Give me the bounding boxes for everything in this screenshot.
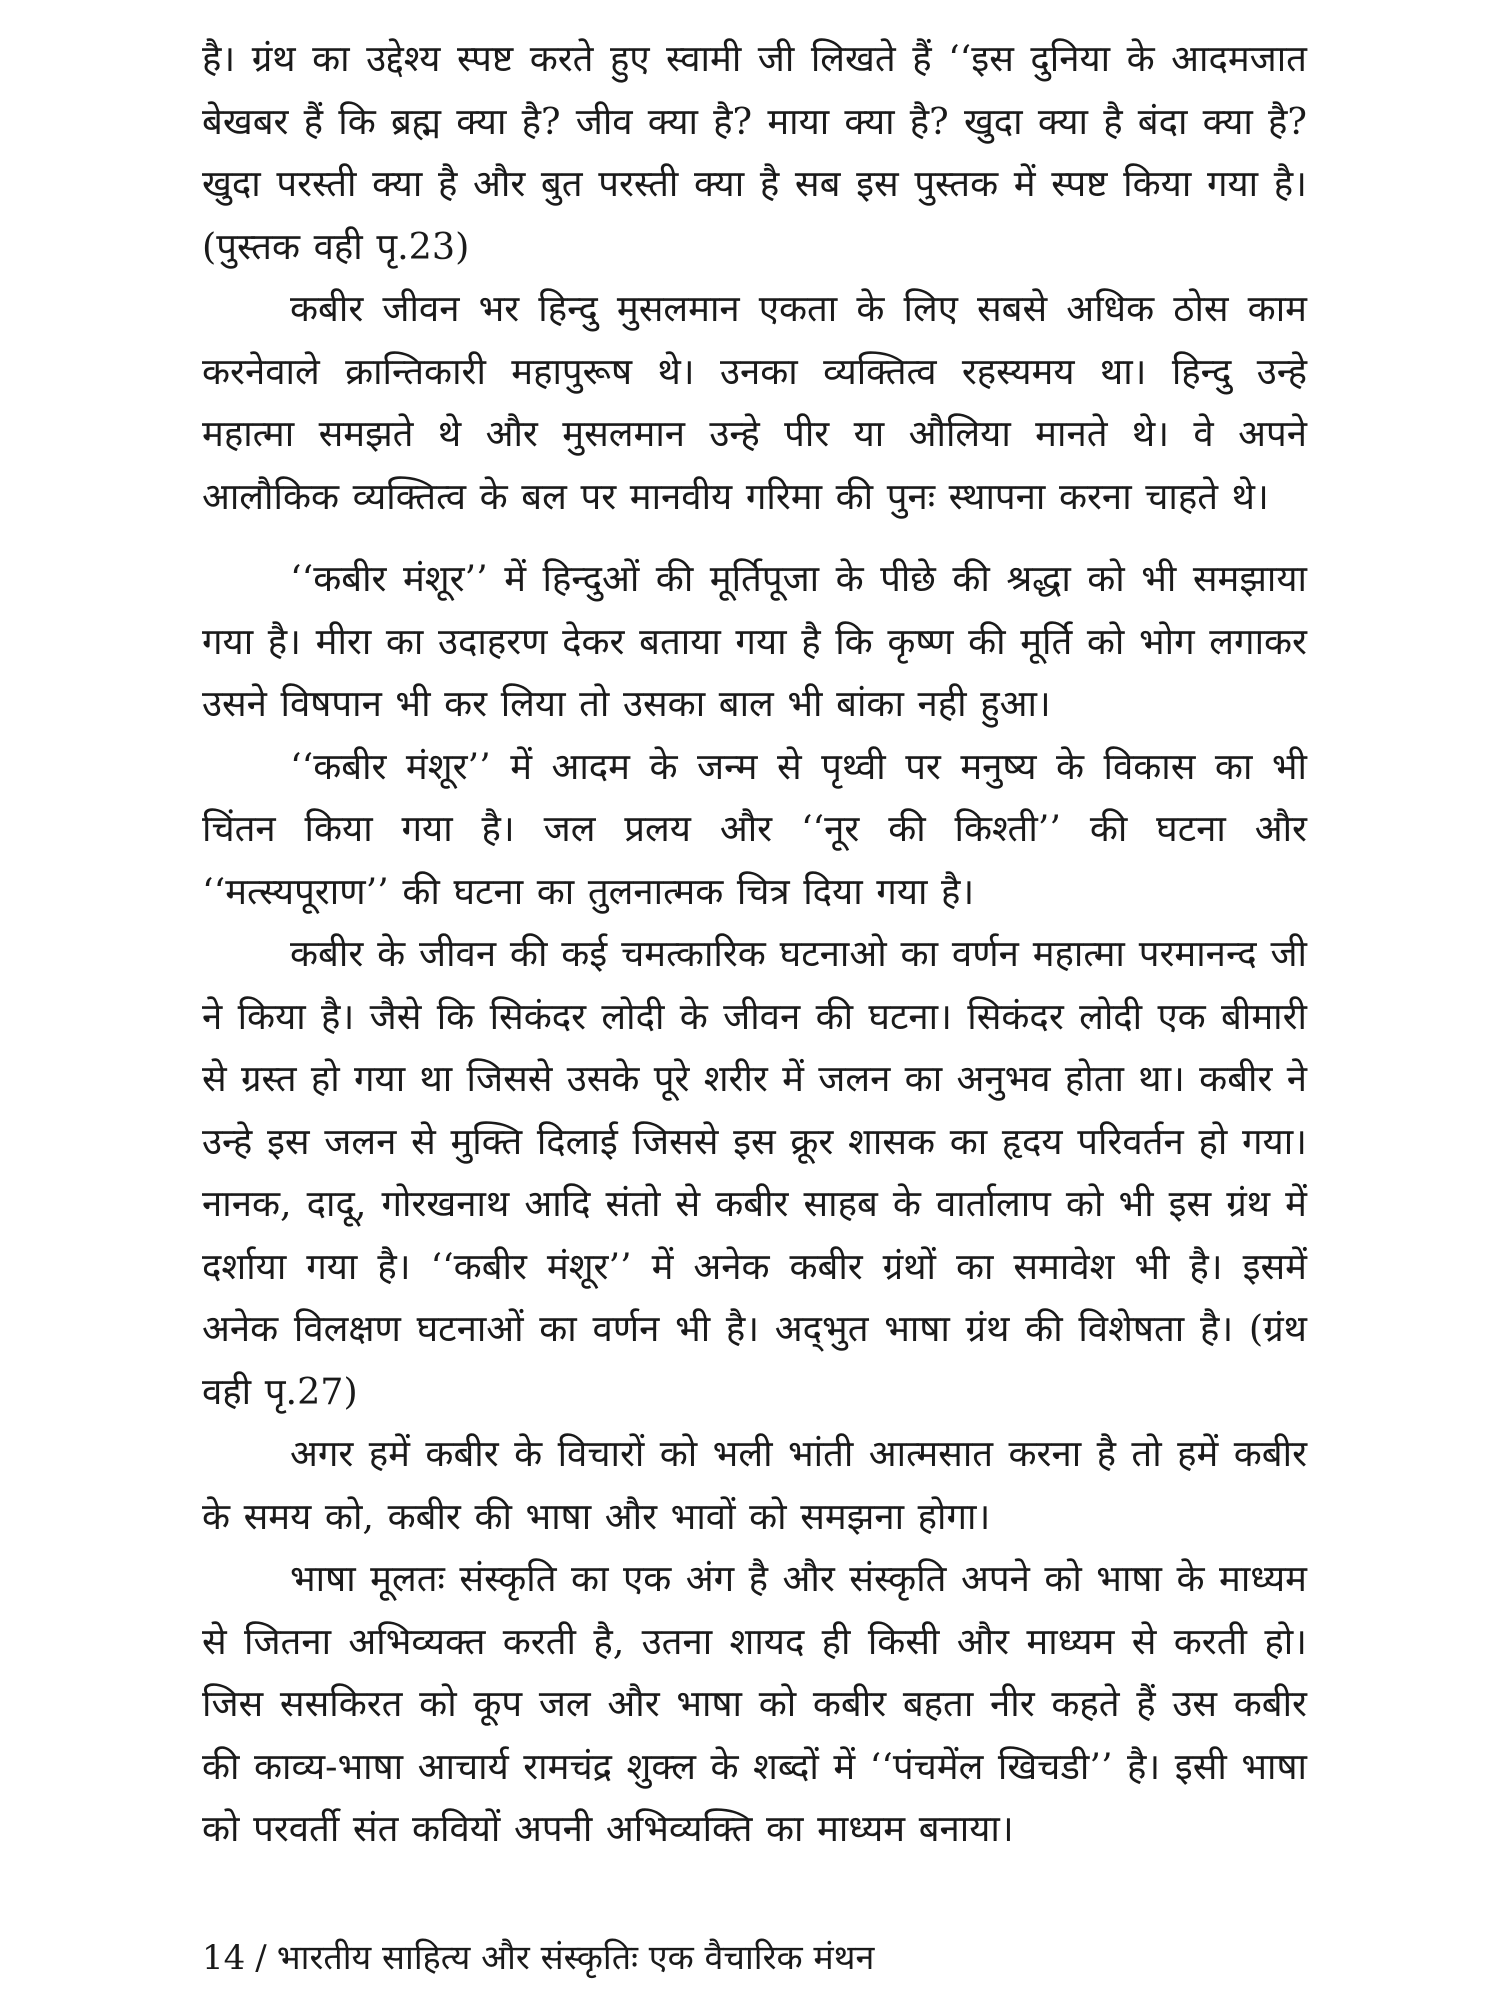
paragraph-language: भाषा मूलतः संस्कृति का एक अंग है और संस्कृति अपने को भाषा के माध्यम से जितना अभिव्यक्त करती है, उतना शायद ही किसी और माध्यम से करती हो। जिस ससकिरत को कूप जल और भाषा को कबीर बहता नीर कहते हैं उस कबीर की काव्य-भाषा आचार्य रामचंद्र शुक्ल के शब्दों में ‘‘पंचमेंल खिचडी’’ है। इसी भाषा को परवर्ती संत कवियों अपनी अभिव्यक्ति का माध्यम बनाया।	[202, 1557, 1307, 1850]
paragraph-creation: ‘‘कबीर मंशूर’’ में आदम के जन्म से पृथ्वी पर मनुष्य के विकास का भी चिंतन किया गया है। जल प्रलय और ‘‘नूर की किश्ती’’ की घटना और ‘‘मत्स्यपूराण’’ की घटना का तुलनात्मक चित्र दिया गया है।	[202, 744, 1307, 913]
paragraph-idol-worship: ‘‘कबीर मंशूर’’ में हिन्दुओं की मूर्तिपूजा के पीछे की श्रद्धा को भी समझाया गया है। मीरा का उदाहरण देकर बताया गया है कि कृष्ण की मूर्ति को भोग लगाकर उसने विषपान भी कर लिया तो उसका बाल भी बांका नही हुआ।	[202, 557, 1307, 725]
page-footer	[202, 1938, 874, 1978]
paragraph-miracles: कबीर के जीवन की कई चमत्कारिक घटनाओ का वर्णन महात्मा परमानन्द जी ने किया है। जैसे कि सिकंदर लोदी के जीवन की घटना। सिकंदर लोदी एक बीमारी से ग्रस्त हो गया था जिससे उसके पूरे शरीर में जलन का अनुभव होता था। कबीर ने उन्हे इस जलन से मुक्ति दिलाई जिससे इस क्रूर शासक का हृदय परिवर्तन हो गया। नानक, दादू, गोरखनाथ आदि संतो से कबीर साहब के वार्तालाप को भी इस ग्रंथ में दर्शाया गया है। ‘‘कबीर मंशूर’’ में अनेक कबीर ग्रंथों का समावेश भी है। इसमें अनेक विलक्षण घटनाओं का वर्णन भी है। अद्‌भुत भाषा ग्रंथ की विशेषता है। (ग्रंथ वही पृ.27)	[202, 932, 1307, 1413]
page-number: 14	[202, 1938, 246, 1978]
paragraph-understanding: अगर हमें कबीर के विचारों को भली भांती आत्मसात करना है तो हमें कबीर के समय को, कबीर की भाषा और भावों को समझना होगा।	[202, 1432, 1307, 1538]
body-text	[202, 28, 1307, 1861]
book-title: भारतीय साहित्य और संस्कृतिः एक वैचारिक मंथन	[276, 1938, 875, 1978]
paragraph-continuation: है। ग्रंथ का उद्देश्य स्पष्ट करते हुए स्वामी जी लिखते हैं ‘‘इस दुनिया के आदमजात बेखबर हैं कि ब्रह्म क्या है? जीव क्या है? माया क्या है? खुदा क्या है बंदा क्या है? खुदा परस्ती क्या है और बुत परस्ती क्या है सब इस पुस्तक में स्पष्ट किया गया है। (पुस्तक वही पृ.23)	[202, 37, 1307, 268]
footer-separator: /	[255, 1938, 267, 1978]
paragraph-kabir-unity: कबीर जीवन भर हिन्दु मुसलमान एकता के लिए सबसे अधिक ठोस काम करनेवाले क्रान्तिकारी महापुरूष थे। उनका व्यक्तित्व रहस्यमय था। हिन्दु उन्हे महात्मा समझते थे और मुसलमान उन्हे पीर या औलिया मानते थे। वे अपने आलौकिक व्यक्तित्व के बल पर मानवीय गरिमा की पुनः स्थापना करना चाहते थे।	[202, 287, 1307, 518]
